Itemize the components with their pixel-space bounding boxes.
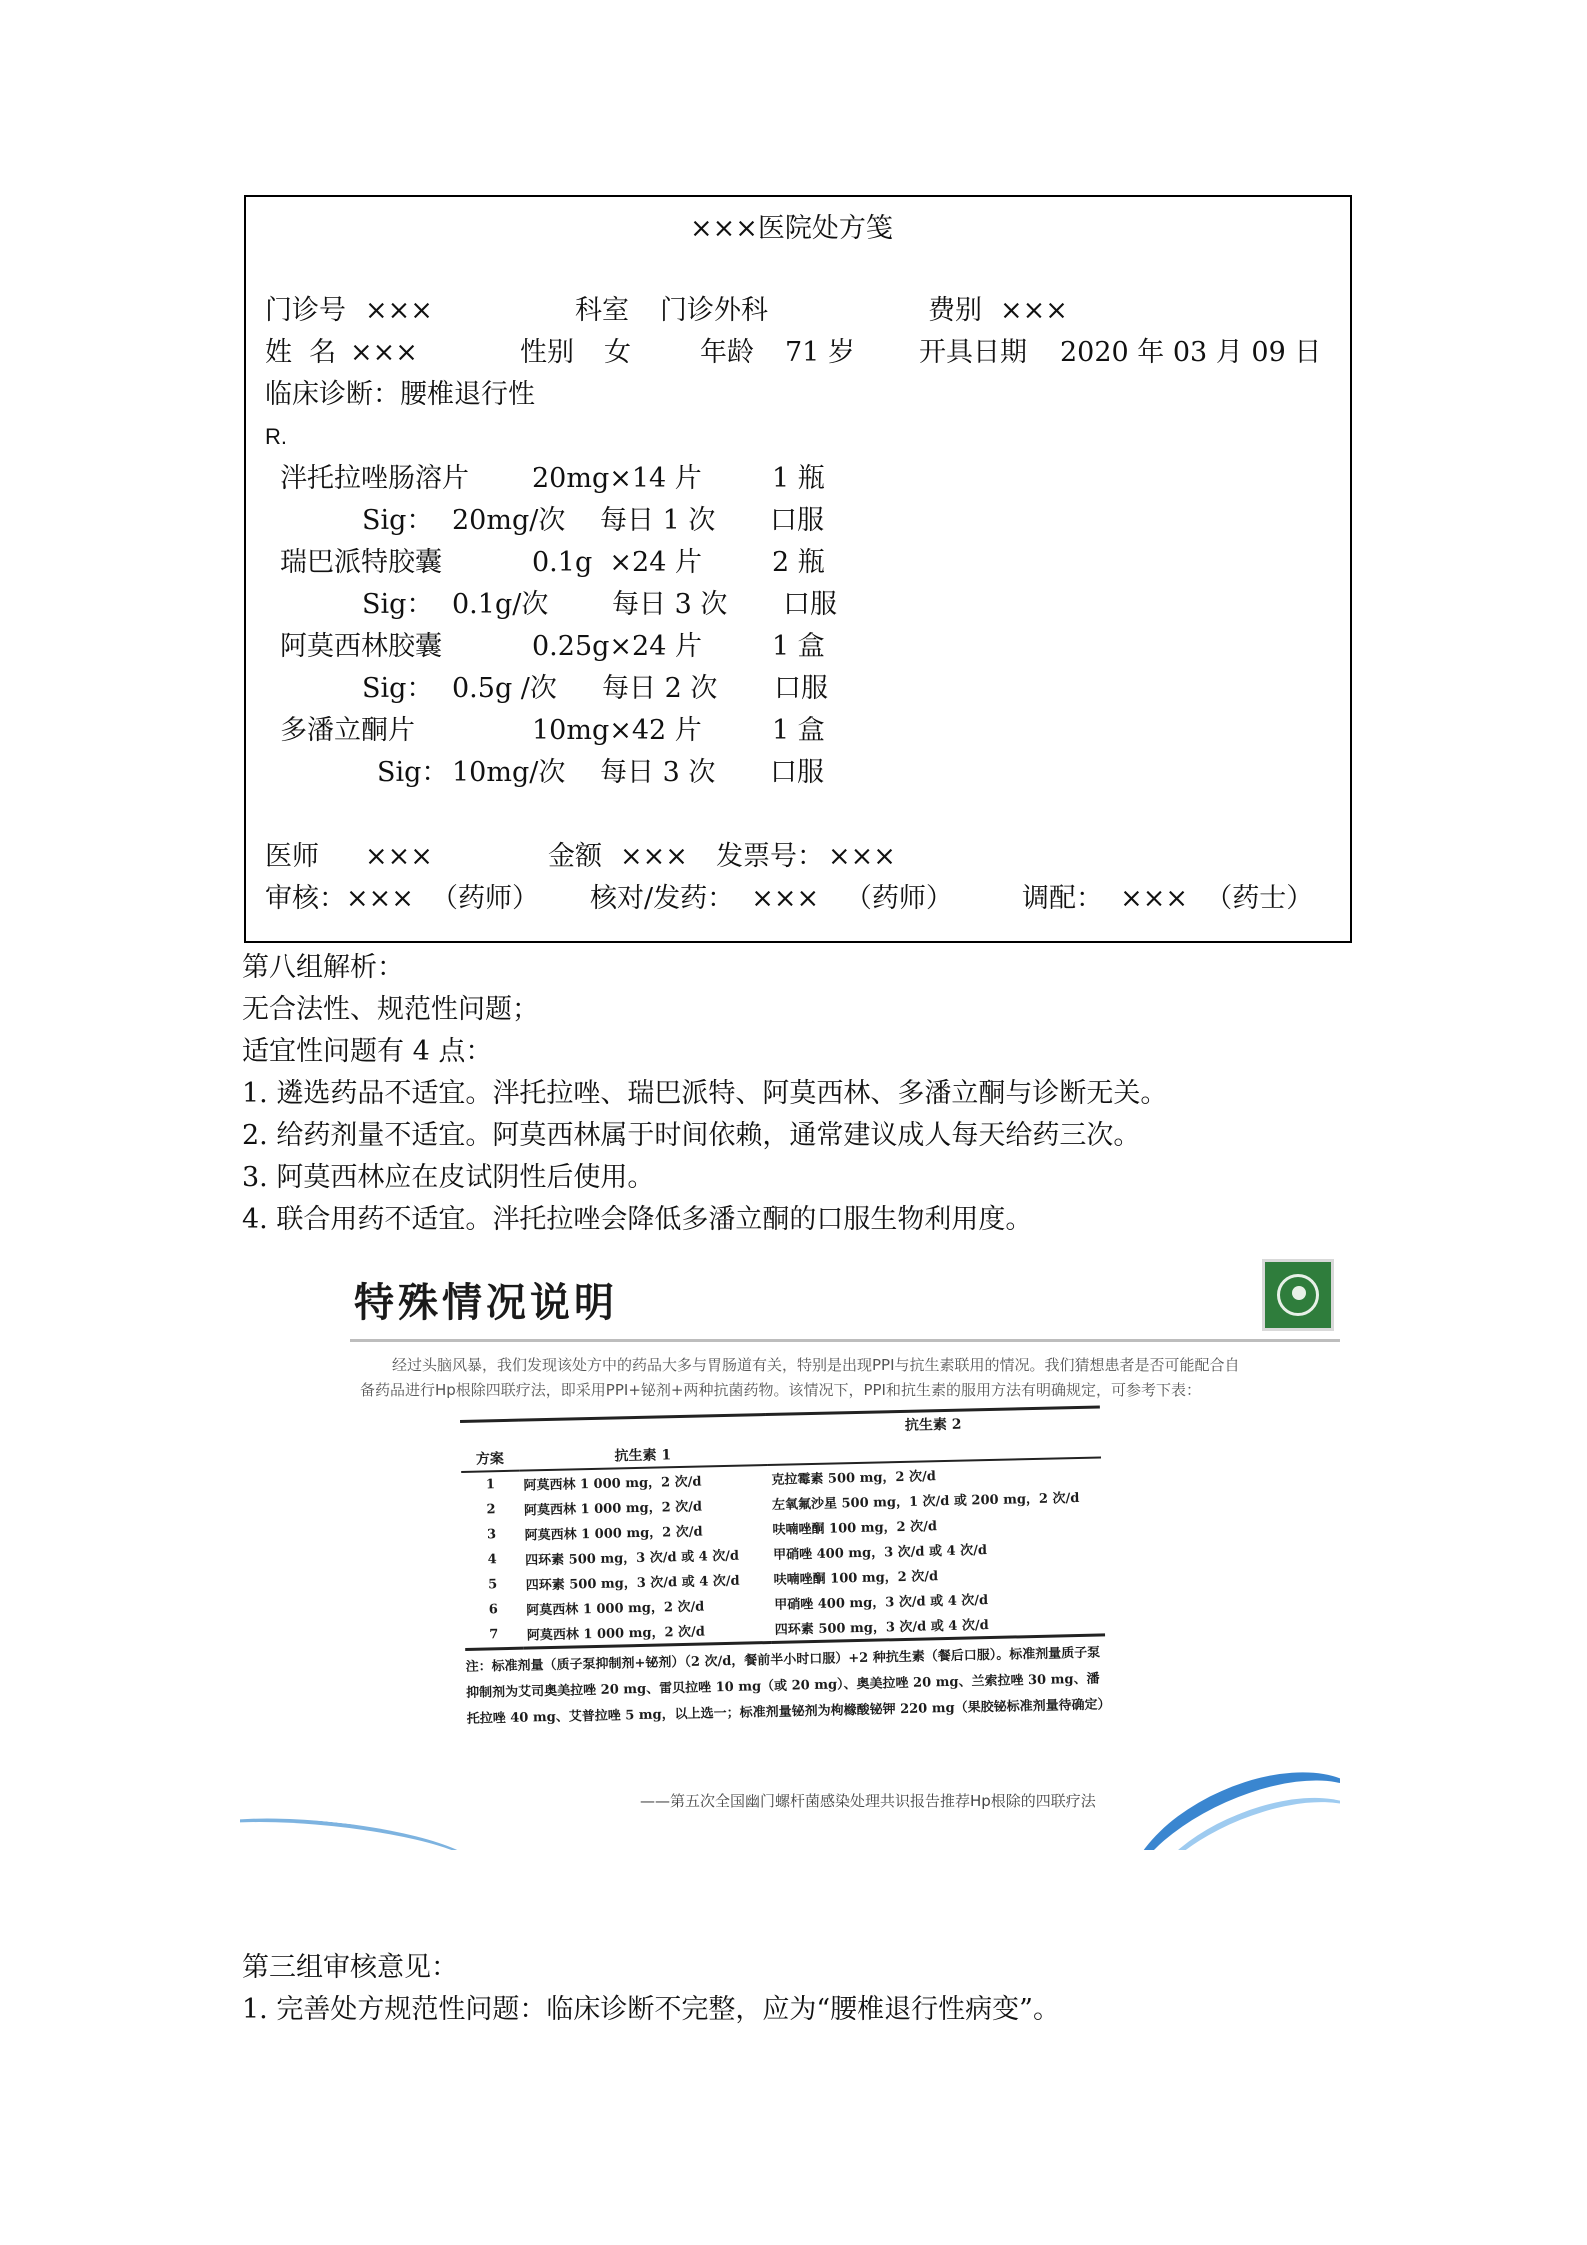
sex-value: 女: [604, 337, 631, 368]
amount-label: 金额: [548, 841, 602, 872]
dept-value: 门诊外科: [660, 295, 768, 326]
table-cell: 四环素 500 mg，3 次/d 或 4 次/d: [525, 1573, 740, 1594]
outpatient-value: ×××: [365, 295, 433, 326]
table-cell: 呋喃唑酮 100 mg，2 次/d: [772, 1519, 938, 1538]
drug-route: 口服: [774, 673, 828, 704]
date-value: 2020 年 03 月 09 日: [1060, 337, 1322, 368]
table-cell: 甲硝唑 400 mg，3 次/d 或 4 次/d: [772, 1543, 988, 1563]
drug-sig: Sig：: [362, 505, 434, 536]
table-cell: 7: [465, 1622, 524, 1650]
invoice-label: 发票号：: [716, 841, 824, 872]
table-cell: 甲硝唑 400 mg，3 次/d 或 4 次/d: [774, 1593, 989, 1613]
drug-name: 瑞巴派特胶囊: [280, 547, 442, 578]
decorative-swoosh: [240, 1806, 483, 1850]
table-cell: 阿莫西林 1 000 mg，2 次/d: [524, 1524, 703, 1544]
drug-sig: Sig：: [377, 757, 449, 788]
drug-qty: 1 盒: [772, 715, 825, 746]
doctor-label: 医师: [265, 841, 319, 872]
analysis-item: 1. 遴选药品不适宜。泮托拉唑、瑞巴派特、阿莫西林、多潘立酮与诊断无关。: [242, 1078, 1168, 1109]
clinical-diagnosis: 临床诊断：腰椎退行性: [265, 379, 535, 410]
drug-name: 多潘立酮片: [280, 715, 415, 746]
check-dispense: 核对/发药： ××× （药师）: [590, 883, 953, 914]
name-value: ×××: [350, 337, 418, 368]
sex-label: 性别: [520, 337, 574, 368]
doctor-value: ×××: [365, 841, 433, 872]
amount-value: ×××: [620, 841, 688, 872]
drug-freq: 每日 1 次: [600, 505, 716, 536]
table-cell: 呋喃唑酮 100 mg，2 次/d: [773, 1569, 939, 1588]
fee-value: ×××: [1000, 295, 1068, 326]
drug-dose: 0.1g/次: [452, 589, 549, 620]
org-logo-icon: [1262, 1259, 1334, 1331]
drug-name: 阿莫西林胶囊: [280, 631, 442, 662]
drug-sig: Sig：: [362, 673, 434, 704]
analysis-item: 2. 给药剂量不适宜。阿莫西林属于时间依赖，通常建议成人每天给药三次。: [242, 1120, 1141, 1151]
table-header: 方案: [461, 1446, 520, 1472]
drug-spec: 0.1g ×24 片: [532, 547, 702, 578]
name-label: 姓 名: [265, 337, 337, 368]
table-cell: 5: [488, 1577, 498, 1593]
age-value: 71 岁: [785, 337, 855, 368]
analysis-line: 适宜性问题有 4 点：: [242, 1036, 493, 1067]
table-cell: 1: [485, 1477, 496, 1493]
special-case-slide: [240, 1255, 1340, 1850]
drug-qty: 1 盒: [772, 631, 825, 662]
drug-route: 口服: [770, 505, 824, 536]
table-cell: 左氧氟沙星 500 mg，1 次/d 或 200 mg，2 次/d: [771, 1490, 1080, 1513]
outpatient-label: 门诊号: [265, 295, 346, 326]
dept-label: 科室: [575, 295, 629, 326]
table-cell: 2: [486, 1502, 496, 1518]
table-cell: 阿莫西林 1 000 mg，2 次/d: [526, 1599, 705, 1619]
drug-spec: 20mg×14 片: [532, 463, 702, 494]
drug-freq: 每日 3 次: [612, 589, 728, 620]
r-mark: R.: [265, 424, 287, 449]
drug-spec: 0.25g×24 片: [532, 631, 702, 662]
review-item: 1. 完善处方规范性问题：临床诊断不完整，应为“腰椎退行性病变”。: [242, 1994, 1060, 2025]
drug-spec: 10mg×42 片: [532, 715, 702, 746]
table-cell: 3: [486, 1527, 497, 1543]
drug-route: 口服: [783, 589, 837, 620]
drug-name: 泮托拉唑肠溶片: [280, 463, 469, 494]
table-cell: 四环素 500 mg，3 次/d 或 4 次/d: [771, 1608, 1106, 1642]
invoice-value: ×××: [828, 841, 896, 872]
drug-dose: 0.5g /次: [452, 673, 557, 704]
regimen-table-scan: [460, 1405, 1122, 1733]
drug-route: 口服: [770, 757, 824, 788]
slide-paragraph: [360, 1353, 1240, 1403]
slide-title: 特殊情况说明: [354, 1279, 618, 1326]
drug-freq: 每日 2 次: [602, 673, 718, 704]
table-cell: 4: [487, 1552, 497, 1568]
logo-dot: [1292, 1286, 1306, 1300]
analysis-item: 3. 阿莫西林应在皮试阴性后使用。: [242, 1162, 655, 1193]
analysis-heading: 第八组解析：: [242, 952, 404, 983]
age-label: 年龄: [700, 337, 754, 368]
slide-divider: [350, 1339, 1340, 1342]
regimen-table: [460, 1405, 1105, 1650]
prescription-title: ×××医院处方笺: [690, 213, 893, 244]
drug-qty: 1 瓶: [772, 463, 825, 494]
analysis-item: 4. 联合用药不适宜。泮托拉唑会降低多潘立酮的口服生物利用度。: [242, 1204, 1033, 1235]
table-cell: 阿莫西林 1 000 mg，2 次/d: [523, 1474, 702, 1494]
date-label: 开具日期: [919, 337, 1027, 368]
drug-dose: 20mg/次: [452, 505, 566, 536]
fee-label: 费别: [928, 295, 982, 326]
table-cell: 四环素 500 mg，3 次/d 或 4 次/d: [525, 1548, 740, 1569]
review-heading: 第三组审核意见：: [242, 1952, 458, 1983]
table-header: 抗生素 1: [519, 1440, 768, 1471]
drug-dose: 10mg/次: [452, 757, 566, 788]
drug-qty: 2 瓶: [772, 547, 825, 578]
analysis-line: 无合法性、规范性问题；: [242, 994, 539, 1025]
slide-paragraph-text: 经过头脑风暴，我们发现该处方中的药品大多与胃肠道有关，特别是出现PPI与抗生素联用的情况。我们猜想患者是否可能配合自备药品进行Hp根除四联疗法，即采用PPI+铋剂+两种抗菌药物。该情况下，PPI和抗生素的服用方法有明确规定，可参考下表：: [360, 1356, 1240, 1399]
table-cell: 阿莫西林 1 000 mg，2 次/d: [523, 1499, 703, 1519]
table-note: 注：标准剂量（质子泵抑制剂+铋剂）（2 次/d，餐前半小时口服）+2 种抗生素（餐后口服）。标准剂量质子泵抑制剂为艾司奥美拉唑 20 mg、雷贝拉唑 10 mg（或 20 mg）、奥美拉唑 20 mg、兰索拉唑 30 mg、潘托拉唑 40 mg、艾普拉唑 5 mg，以上选一；标准剂量铋剂为枸橼酸铋钾 220 mg（果胶铋标准剂量待确定）: [465, 1645, 1111, 1727]
drug-sig: Sig：: [362, 589, 434, 620]
table-cell: 阿莫西林 1 000 mg，2 次/d: [523, 1616, 772, 1648]
drug-freq: 每日 3 次: [600, 757, 716, 788]
table-cell: 6: [488, 1602, 498, 1618]
table-header-group: 抗生素 2: [766, 1407, 1100, 1440]
slide-citation: ——第五次全国幽门螺杆菌感染处理共识报告推荐Hp根除的四联疗法: [640, 1792, 1096, 1810]
review-pharmacist: 审核：××× （药师）: [265, 883, 540, 914]
table-cell: 克拉霉素 500 mg，2 次/d: [771, 1469, 937, 1488]
dispenser: 调配： ××× （药士）: [1022, 883, 1314, 914]
